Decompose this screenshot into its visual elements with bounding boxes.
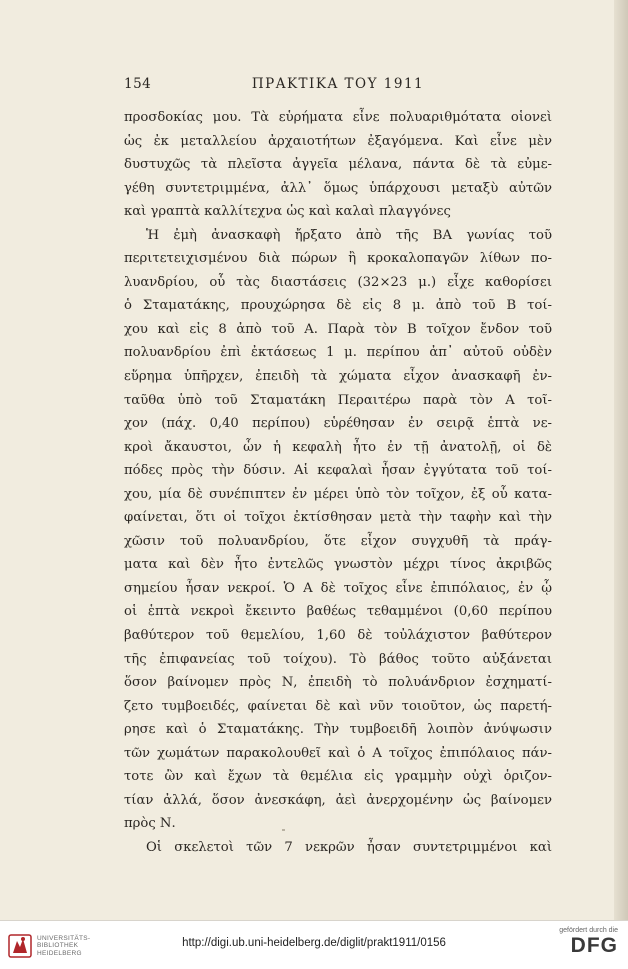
text-line: χου, μία δὲ συνέπιπτεν ἐν μέρει ὑπὸ τὸν τοῖχον, ἐξ οὗ κατα-	[124, 486, 552, 502]
text-line: Ἡ ἐμὴ ἀνασκαφὴ ἤρξατο ἀπὸ τῆς ΒΑ γωνίας τοῦ	[146, 227, 552, 243]
text-line: εὕρημα ὑπῆρχεν, ἐπειδὴ τὰ χώματα εἶχον ἀνασκαφῆ ἐν-	[124, 369, 552, 385]
dfg-logo[interactable]: DFG	[570, 934, 618, 957]
text-line: καὶ γραπτὰ καλλίτεχνα ὡς καὶ καλαὶ πλαγγόνες	[124, 204, 451, 220]
viewer-footer	[0, 920, 628, 969]
text-line: ζετο τυμβοειδές, φαίνεται δὲ καὶ νῦν τοιοῦτον, ὡς παρετή-	[124, 698, 552, 714]
logo-line: BIBLIOTHEK	[37, 942, 79, 950]
text-line: κροὶ ἄκαυστοι, ὧν ἡ κεφαλὴ ἦτο ἐν τῇ ἀνατολῇ, οἱ δὲ	[124, 439, 552, 455]
text-line: τοτε ὢν καὶ ἔχων τὰ θεμέλια εἰς γραμμὴν οὐχὶ ὁριζον-	[124, 769, 552, 785]
text-line: ὡς ἐκ μεταλλείου ἀρχαιοτήτων ἐξαγόμενα. Καὶ εἶνε μὲν	[124, 133, 552, 149]
text-line: λυανδρίου, οὗ τὰς διαστάσεις (32×23 μ.) εἶχε καθορίσει	[124, 274, 552, 290]
text-line: πόδες πρὸς τὴν δύσιν. Αἱ κεφαλαὶ ἦσαν ἐγγύτατα τοῦ τοί-	[124, 463, 552, 479]
text-line: γέθη συντετριμμένα, ἀλλ᾿ ὅμως ὑπάρχουσι μεταξὺ αὐτῶν	[124, 180, 552, 196]
text-line: φαίνεται, ὅτι οἱ τοῖχοι ἐκτίσθησαν μετὰ τὴν ταφὴν καὶ τὴν	[124, 510, 552, 526]
text-line: δυστυχῶς τὰ πλεῖστα ἀγγεῖα μέλανα, πάντα δὲ τὰ εὐμε-	[124, 157, 552, 173]
text-line: ματα καὶ δὲν ἦτο ἐντελῶς γνωστὸν μέχρι τίνος ἀκριβῶς	[124, 557, 552, 573]
text-line: τῆς ἐπιφανείας τοῦ τοίχου). Τὸ βάθος τοῦτο αὐξάνεται	[124, 651, 552, 667]
text-line: πρὸς Ν.	[124, 816, 176, 832]
page-edge-shadow	[614, 0, 628, 920]
text-line: ὁ Σταματάκης, προυχώρησα δὲ εἰς 8 μ. ἀπὸ τοῦ Β τοί-	[124, 298, 552, 314]
logo-line: HEIDELBERG	[37, 949, 82, 957]
funded-by-label: gefördert durch die	[559, 927, 618, 934]
funding-notice	[559, 927, 618, 958]
text-line: περιτετειχισμένου διὰ πώρων ἢ κροκαλοπαγῶν λίθων πο-	[124, 251, 552, 267]
text-line: ταῦθα ὑπὸ τοῦ Σταματάκη Περαιτέρω παρὰ τὸν Α τοῖ-	[124, 392, 552, 408]
text-line: προσδοκίας μου. Τὰ εὑρήματα εἶνε πολυαριθμότατα οἱονεὶ	[124, 110, 552, 125]
text-line: σημείου ἦσαν νεκροί. Ὁ Α δὲ τοῖχος εἶνε ἐπιπόλαιος, ἐν ᾧ	[124, 580, 552, 596]
text-line: τῶν χωμάτων παρακολουθεῖ καὶ ὁ Α τοῖχος ἐπιπόλαιος πάν-	[124, 745, 552, 761]
running-title: ΠΡΑΚΤΙΚΑ ΤΟΥ 1911	[251, 76, 425, 92]
page-header	[124, 76, 552, 98]
page-number: 154	[124, 76, 152, 92]
text-line: Οἱ σκελετοὶ τῶν 7 νεκρῶν ἦσαν συντετριμμένοι καὶ	[146, 839, 552, 855]
text-line: τίαν ἀλλά, ὅσον ἀνεσκάφη, ἀεὶ ἀνερχομένην ὡς βαίνομεν	[124, 792, 552, 808]
permalink-url[interactable]: http://digi.ub.uni-heidelberg.de/diglit/prakt1911/0156	[182, 937, 446, 949]
text-line: χου καὶ εἰς 8 ἀπὸ τοῦ Α. Παρὰ τὸν Β τοῖχον ἔνδον τοῦ	[124, 321, 552, 337]
logo-line: UNIVERSITÄTS-	[37, 934, 91, 942]
scan-speck	[282, 829, 285, 831]
text-line: χον (πάχ. 0,40 περίπου) εὑρέθησαν ἐν σειρᾷ ἑπτὰ νε-	[124, 416, 552, 432]
text-line: οἱ ἑπτὰ νεκροὶ ἔκειντο βαθέως τεθαμμένοι (0,60 περίπου	[124, 604, 552, 620]
text-line: χῶσιν τοῦ πολυανδρίου, ὅτε εἶχον συγχυθῆ τὰ πράγ-	[124, 533, 552, 549]
text-line: πολυανδρίου ἐπὶ ἐκτάσεως 1 μ. περίπου ἀπ᾿ αὐτοῦ οὐδὲν	[124, 345, 552, 361]
body-text	[124, 106, 552, 860]
text-line: βαθύτερον τοῦ θεμελίου, 1,60 δὲ τοὐλάχιστον βαθύτερον	[124, 628, 552, 644]
text-line: ρησε καὶ ὁ Σταματάκης. Τὴν τυμβοειδῆ λοιπὸν ἀνύψωσιν	[124, 722, 552, 738]
text-line: ὅσον βαίνομεν πρὸς Ν, ἐπειδὴ τὸ πολυάνδριον ἐσχηματί-	[124, 675, 552, 691]
